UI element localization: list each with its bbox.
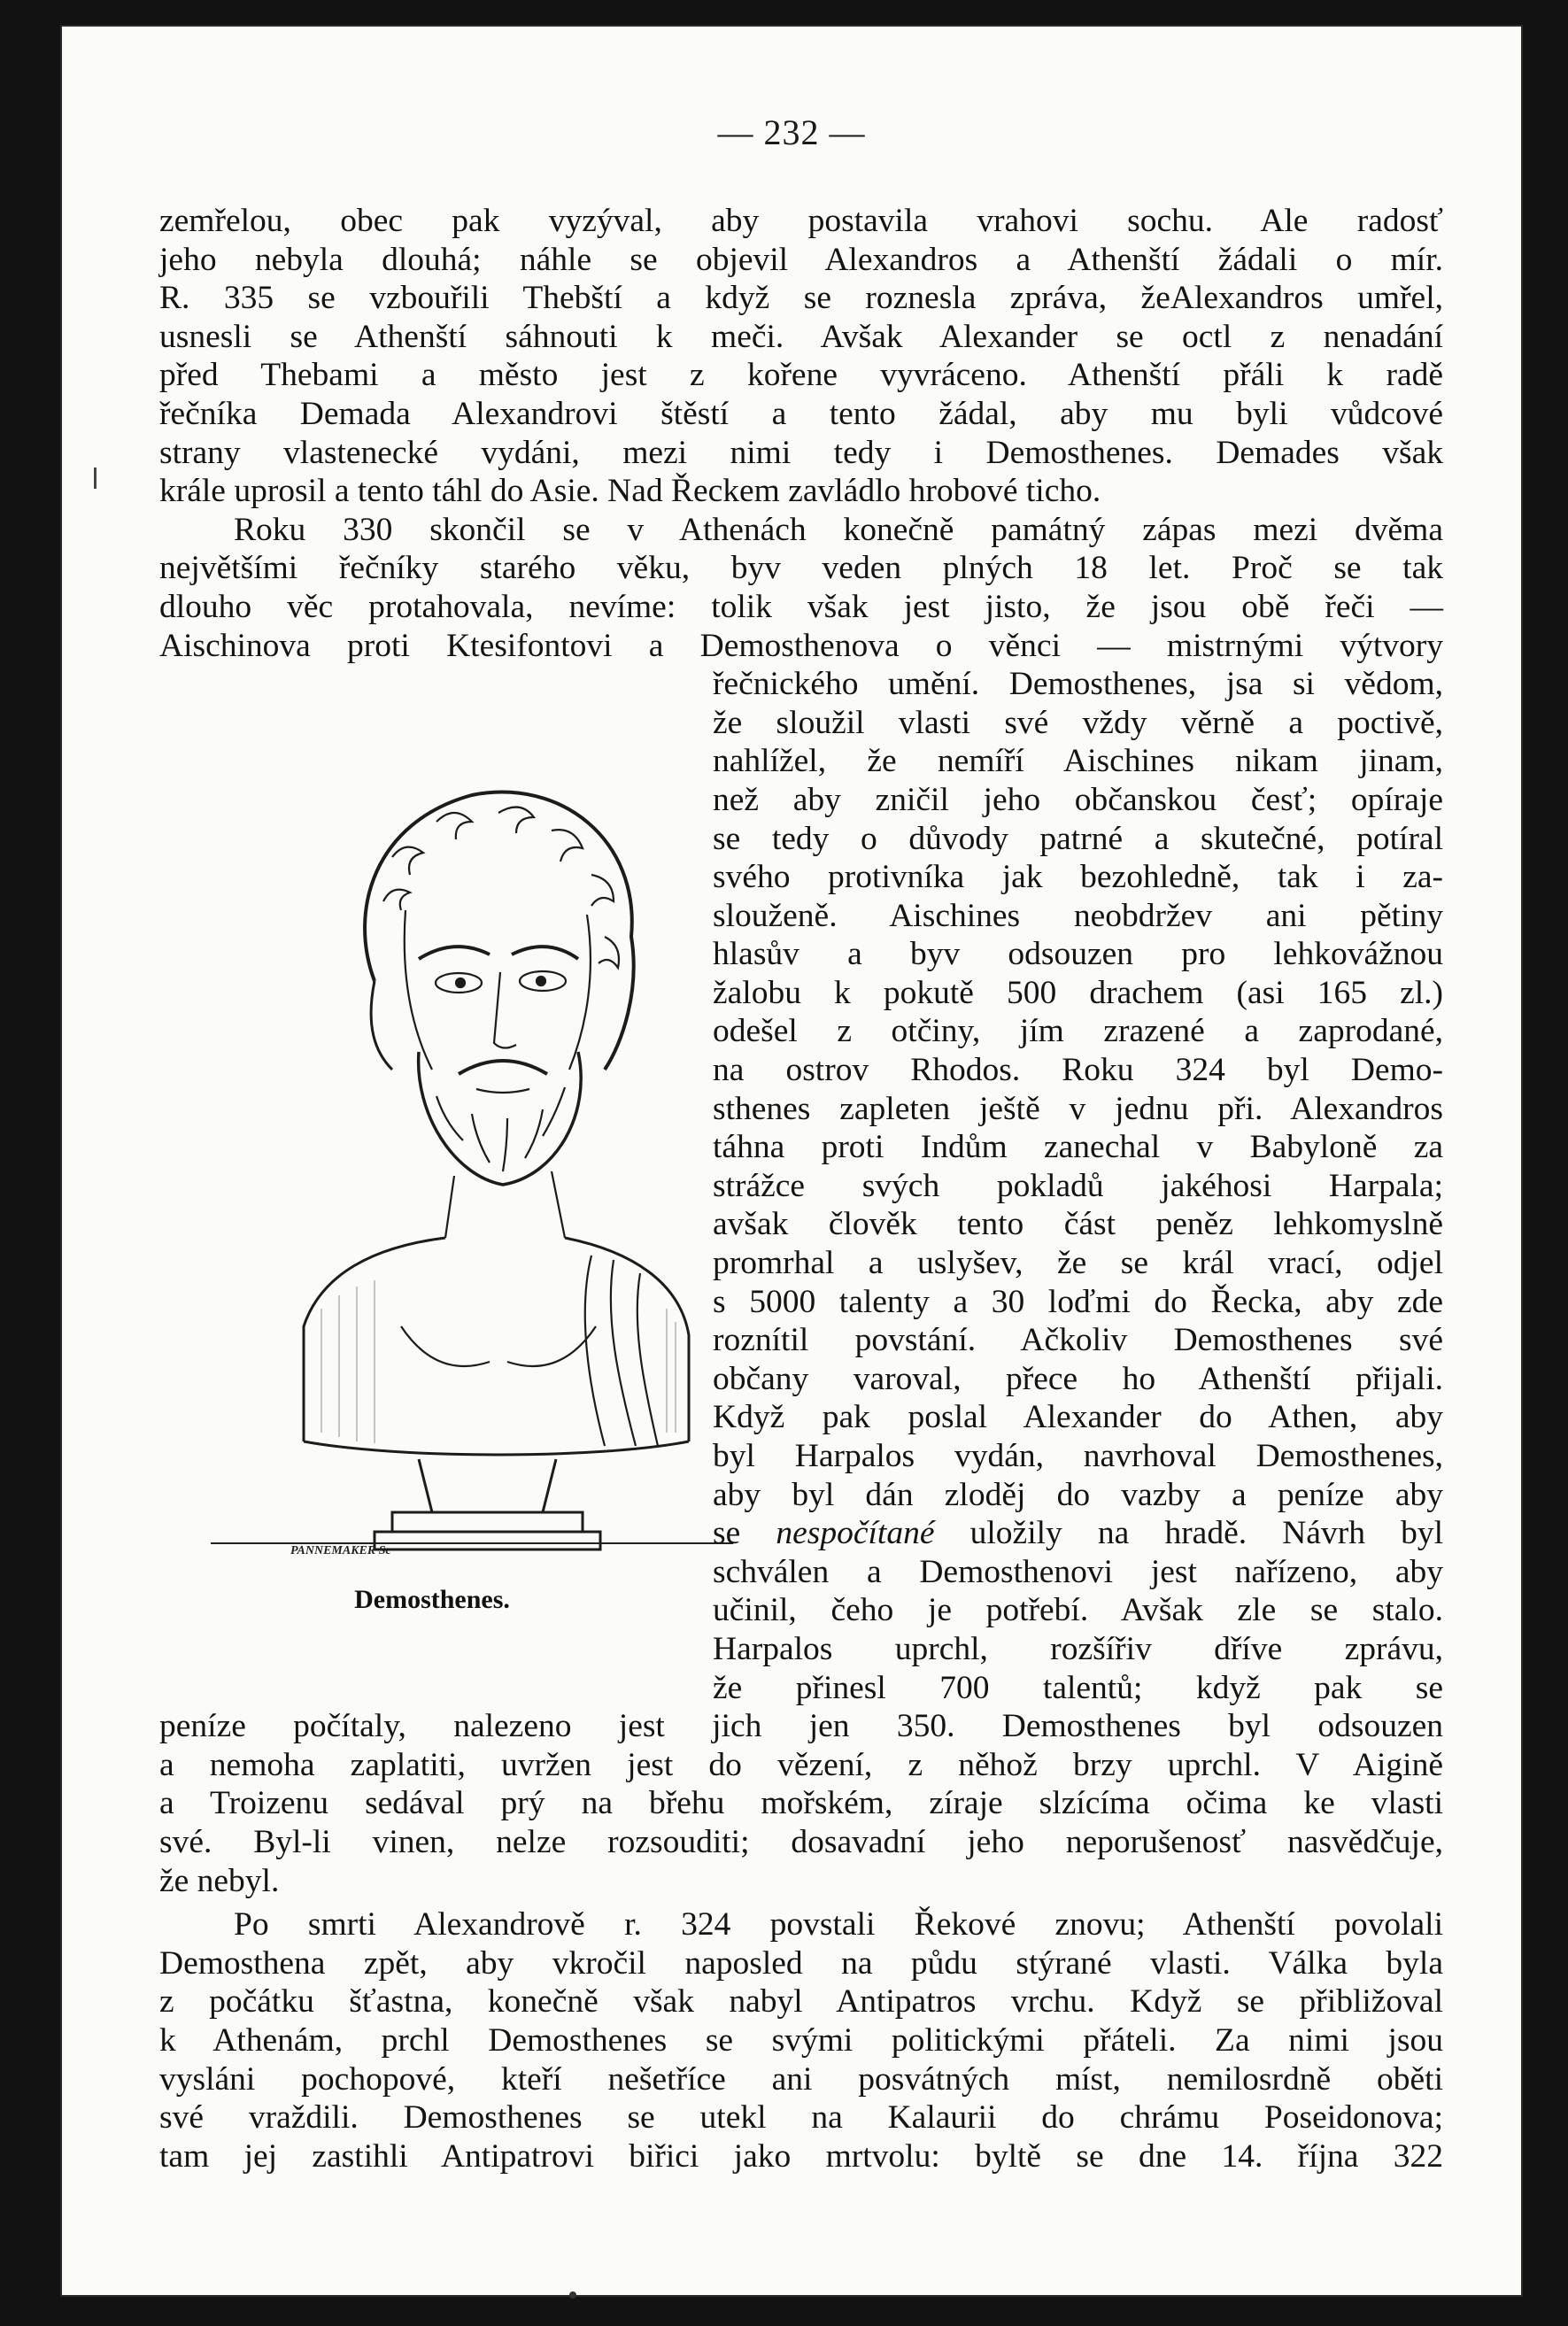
line: z počátku šťastna, konečně však nabyl Antipatros vrchu. Když se přibližoval xyxy=(159,1983,1443,2021)
text-run: uložily na hradě. Návrh byl xyxy=(934,1515,1443,1552)
line: byl Harpalos vydán, navrhoval Demosthenes, xyxy=(713,1438,1443,1474)
line: a Troizenu sedával prý na břehu mořském, zíraje slzícíma očima ke vlasti xyxy=(159,1785,1443,1822)
line: Demosthena zpět, aby vkročil naposled na půdu stýrané vlasti. Válka byla xyxy=(159,1944,1443,1982)
page-number: — 232 — xyxy=(717,112,866,152)
line: největšími řečníky starého věku, byv veden plných 18 let. Proč se tak xyxy=(159,550,1443,587)
figure-caption: Demosthenes. xyxy=(354,1585,510,1614)
line: řečnického umění. Demosthenes, jsa si vědom, xyxy=(713,666,1443,703)
line: k Athenám, prchl Demosthenes se svými politickými přáteli. Za nimi jsou xyxy=(159,2021,1443,2059)
line: roznítil povstání. Ačkoliv Demosthenes své xyxy=(713,1322,1443,1359)
line: Harpalos uprchl, rozšířiv dříve zprávu, xyxy=(713,1630,1443,1667)
line: krále uprosil a tento táhl do Asie. Nad Řeckem zavládlo hrobové ticho. xyxy=(159,473,1101,510)
line: své vraždili. Demosthenes se utekl na Kalaurii do chrámu Poseidonova; xyxy=(159,2099,1443,2137)
line: učinil, čeho je potřebí. Avšak zle se stalo. xyxy=(713,1592,1443,1629)
line: že nebyl. xyxy=(159,1862,280,1899)
line: než aby zničil jeho občanskou česť; opíraje xyxy=(713,781,1443,818)
line: R. 335 se vzbouřili Thebští a když se roznesla zpráva, žeAlexandros umřel, xyxy=(159,280,1443,317)
line: strážce svých pokladů jakéhosi Harpala; xyxy=(713,1167,1443,1204)
line: strany vlastenecké vydáni, mezi nimi tedy i Demosthenes. Demades však xyxy=(159,434,1443,471)
line: vysláni pochopové, kteří nešetříce ani posvátných míst, nemilosrdně oběti xyxy=(159,2060,1443,2098)
line: schválen a Demosthenovi jest nařízeno, aby xyxy=(713,1553,1443,1590)
line: nahlížel, že nemíří Aischines nikam jinam, xyxy=(713,743,1443,780)
engraver-signature: PANNEMAKER Sc xyxy=(211,1542,733,1558)
ink-dot xyxy=(569,2291,576,2299)
line: žalobu k pokutě 500 drachem (asi 165 zl.) xyxy=(713,974,1443,1011)
book-page xyxy=(60,25,1523,2297)
line: aby byl dán zloděj do vazby a peníze aby xyxy=(713,1476,1443,1513)
line: peníze počítaly, nalezeno jest jich jen 350. Demosthenes byl odsouzen xyxy=(159,1708,1443,1745)
line: že sloužil vlasti své vždy věrně a poctivě, xyxy=(713,704,1443,741)
line: před Thebami a město jest z kořene vyvráceno. Athenští přáli k radě xyxy=(159,357,1443,394)
line: dlouho věc protahovala, nevíme: tolik však jest jisto, že jsou obě řeči — xyxy=(159,588,1443,625)
line: hlasův a byv odsouzen pro lehkovážnou xyxy=(713,936,1443,973)
line: Aischinova proti Ktesifontovi a Demosthenova o věnci — mistrnými výtvory xyxy=(159,627,1443,664)
paragraph-2 xyxy=(159,511,1443,1900)
line: slouženě. Aischines neobdržev ani pětiny xyxy=(713,897,1443,934)
line: odešel z otčiny, jím zrazené a zaprodané, xyxy=(713,1013,1443,1050)
line: s 5000 talenty a 30 loďmi do Řecka, aby zde xyxy=(713,1283,1443,1320)
line: usnesli se Athenští sáhnouti k meči. Avšak Alexander se octl z nenadání xyxy=(159,318,1443,355)
line: tam jej zastihli Antipatrovi biřici jako mrtvolu: byltě se dne 14. října 322 xyxy=(159,2137,1443,2175)
line: svého protivníka jak bezohledně, tak i za- xyxy=(713,859,1443,896)
text-run: se xyxy=(713,1515,776,1552)
line: Po smrti Alexandrově r. 324 povstali Řekové znovu; Athenští povolali xyxy=(234,1906,1443,1943)
line: avšak člověk tento část peněz lehkomyslně xyxy=(713,1206,1443,1243)
line: občany varoval, přece ho Athenští přijali. xyxy=(713,1360,1443,1397)
line: své. Byl-li vinen, nelze rozsouditi; dosavadní jeho neporušenosť nasvědčuje, xyxy=(159,1823,1443,1860)
line: sthenes zapleten ještě v jednu při. Alexandros xyxy=(713,1090,1443,1127)
line: jeho nebyla dlouhá; náhle se objevil Alexandros a Athenští žádali o mír. xyxy=(159,241,1443,278)
paragraph-3 xyxy=(159,1905,1443,2175)
line: se tedy o důvody patrné a skutečné, potíral xyxy=(713,820,1443,857)
line: Když pak poslal Alexander do Athen, aby xyxy=(713,1399,1443,1436)
line: táhna proti Indům zanechal v Babyloně za xyxy=(713,1129,1443,1166)
body-text xyxy=(159,202,1443,2175)
line: řečníka Demada Alexandrovi štěstí a tento žádal, aby mu byli vůdcové xyxy=(159,395,1443,432)
italic-term: nespočítané xyxy=(776,1515,935,1552)
line xyxy=(713,1514,1443,1553)
margin-mark xyxy=(94,468,102,489)
line: Roku 330 skončil se v Athenách konečně památný zápas mezi dvěma xyxy=(234,511,1443,548)
line: promrhal a uslyšev, že se král vrací, odjel xyxy=(713,1245,1443,1282)
line: zemřelou, obec pak vyzýval, aby postavila vrahovi sochu. Ale radosť xyxy=(159,203,1443,239)
line: a nemoha zaplatiti, uvržen jest do vězení, z něhož brzy uprchl. V Aigině xyxy=(159,1746,1443,1783)
paragraph-1 xyxy=(159,202,1443,511)
line: na ostrov Rhodos. Roku 324 byl Demo- xyxy=(713,1052,1443,1089)
line: že přinesl 700 talentů; když pak se xyxy=(713,1669,1443,1706)
